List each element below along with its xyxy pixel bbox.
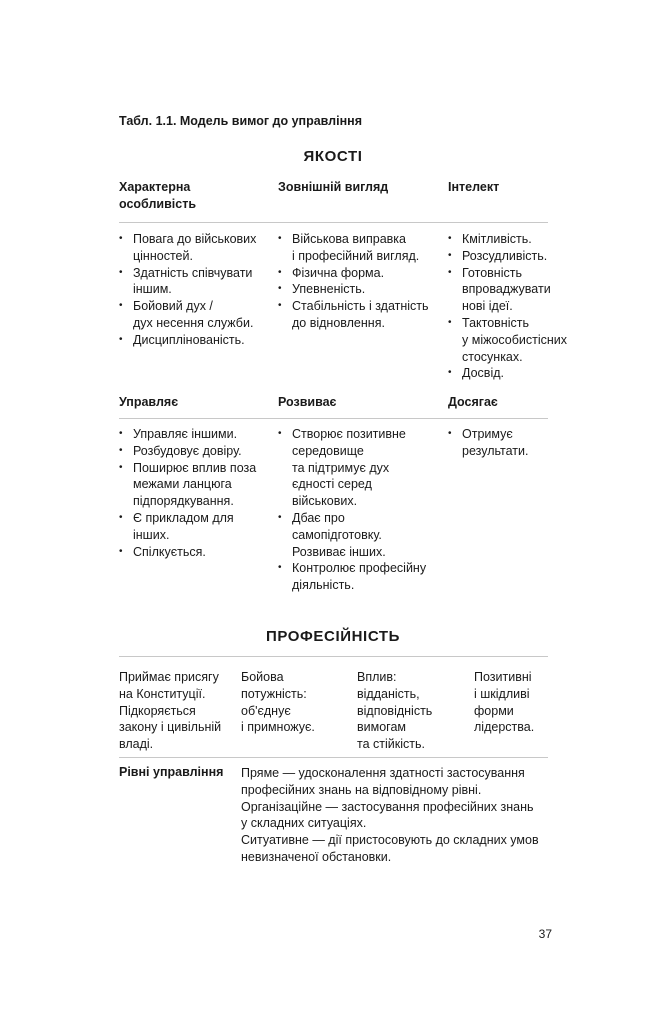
header-line: особливість (119, 197, 197, 211)
professionalism-influence: Вплив: відданість, відповідність вимогам та стійкість. (357, 670, 433, 752)
actions-header-develops: Розвиває (278, 395, 337, 409)
qualities-header-trait (119, 179, 269, 213)
page-number: 37 (538, 927, 552, 941)
header-line: Зовнішній вигляд (278, 180, 389, 194)
level-organizational: Організаційне — застосування професійних знань у складних ситуаціях. (241, 799, 534, 831)
list-item: • Створює позитивне середовище та підтримує дух єдності серед військових. (278, 426, 443, 510)
actions-header-leads: Управляє (119, 395, 179, 409)
professionalism-oath: Приймає присягу на Конституції. Підкоряється закону і цивільній владі. (119, 670, 222, 752)
qualities-header-appearance (278, 179, 438, 196)
list-item: • Фізична форма. (278, 265, 443, 282)
appearance-list (278, 231, 443, 332)
list-item: • Військова виправка і професійний вигляд. (278, 231, 443, 265)
levels-label: Рівні управління (119, 765, 224, 779)
list-item: • Дисциплінованість. (119, 332, 274, 349)
list-item: • Досвід. (448, 365, 583, 382)
list-item: • Спілкується. (119, 544, 274, 561)
intellect-list (448, 231, 583, 382)
table-caption: Табл. 1.1. Модель вимог до управління (119, 114, 362, 128)
header-line: Інтелект (448, 180, 500, 194)
actions-header-achieves: Досягає (448, 395, 498, 409)
qualities-header-intellect (448, 179, 568, 196)
divider (119, 656, 548, 657)
divider (119, 418, 548, 419)
list-item: • Поширює вплив поза межами ланцюга підпорядкування. (119, 460, 274, 510)
level-situational: Ситуативне — дії пристосовують до складних умов невизначеної обстановки. (241, 833, 539, 864)
divider (119, 222, 548, 223)
achieves-list (448, 426, 583, 460)
list-item: • Управляє іншими. (119, 426, 274, 443)
professionalism-leadership-forms: Позитивні і шкідливі форми лідерства. (474, 670, 535, 735)
professionalism-combat-power: Бойова потужність: об'єднує і примножує. (241, 670, 315, 735)
list-item: • Розбудовує довіру. (119, 443, 274, 460)
qualities-title: ЯКОСТІ (303, 148, 363, 165)
list-item: • Дбає про самопідготовку. Розвиває інших. (278, 510, 443, 560)
develops-list (278, 426, 443, 594)
list-item: • Упевненість. (278, 281, 443, 298)
list-item: • Розсудливість. (448, 248, 583, 265)
header-line: Характерна (119, 180, 191, 194)
divider (119, 757, 548, 758)
trait-list (119, 231, 274, 349)
list-item: • Повага до військових цінностей. (119, 231, 274, 265)
list-item: • Є прикладом для інших. (119, 510, 274, 544)
list-item: • Готовність впроваджувати нові ідеї. (448, 265, 583, 315)
professionalism-title: ПРОФЕСІЙНІСТЬ (265, 628, 401, 645)
levels-description (241, 765, 561, 866)
leads-list (119, 426, 274, 560)
list-item: • Здатність співчувати іншим. (119, 265, 274, 299)
list-item: • Тактовність у міжособистісних стосунках. (448, 315, 583, 365)
list-item: • Контролює професійну діяльність. (278, 560, 443, 594)
list-item: • Бойовий дух / дух несення служби. (119, 298, 274, 332)
list-item: • Стабільність і здатність до відновлення. (278, 298, 443, 332)
level-direct: Пряме — удосконалення здатності застосування професійних знань на відповідному рівні. (241, 766, 525, 797)
list-item: • Отримує результати. (448, 426, 583, 460)
list-item: • Кмітливість. (448, 231, 583, 248)
